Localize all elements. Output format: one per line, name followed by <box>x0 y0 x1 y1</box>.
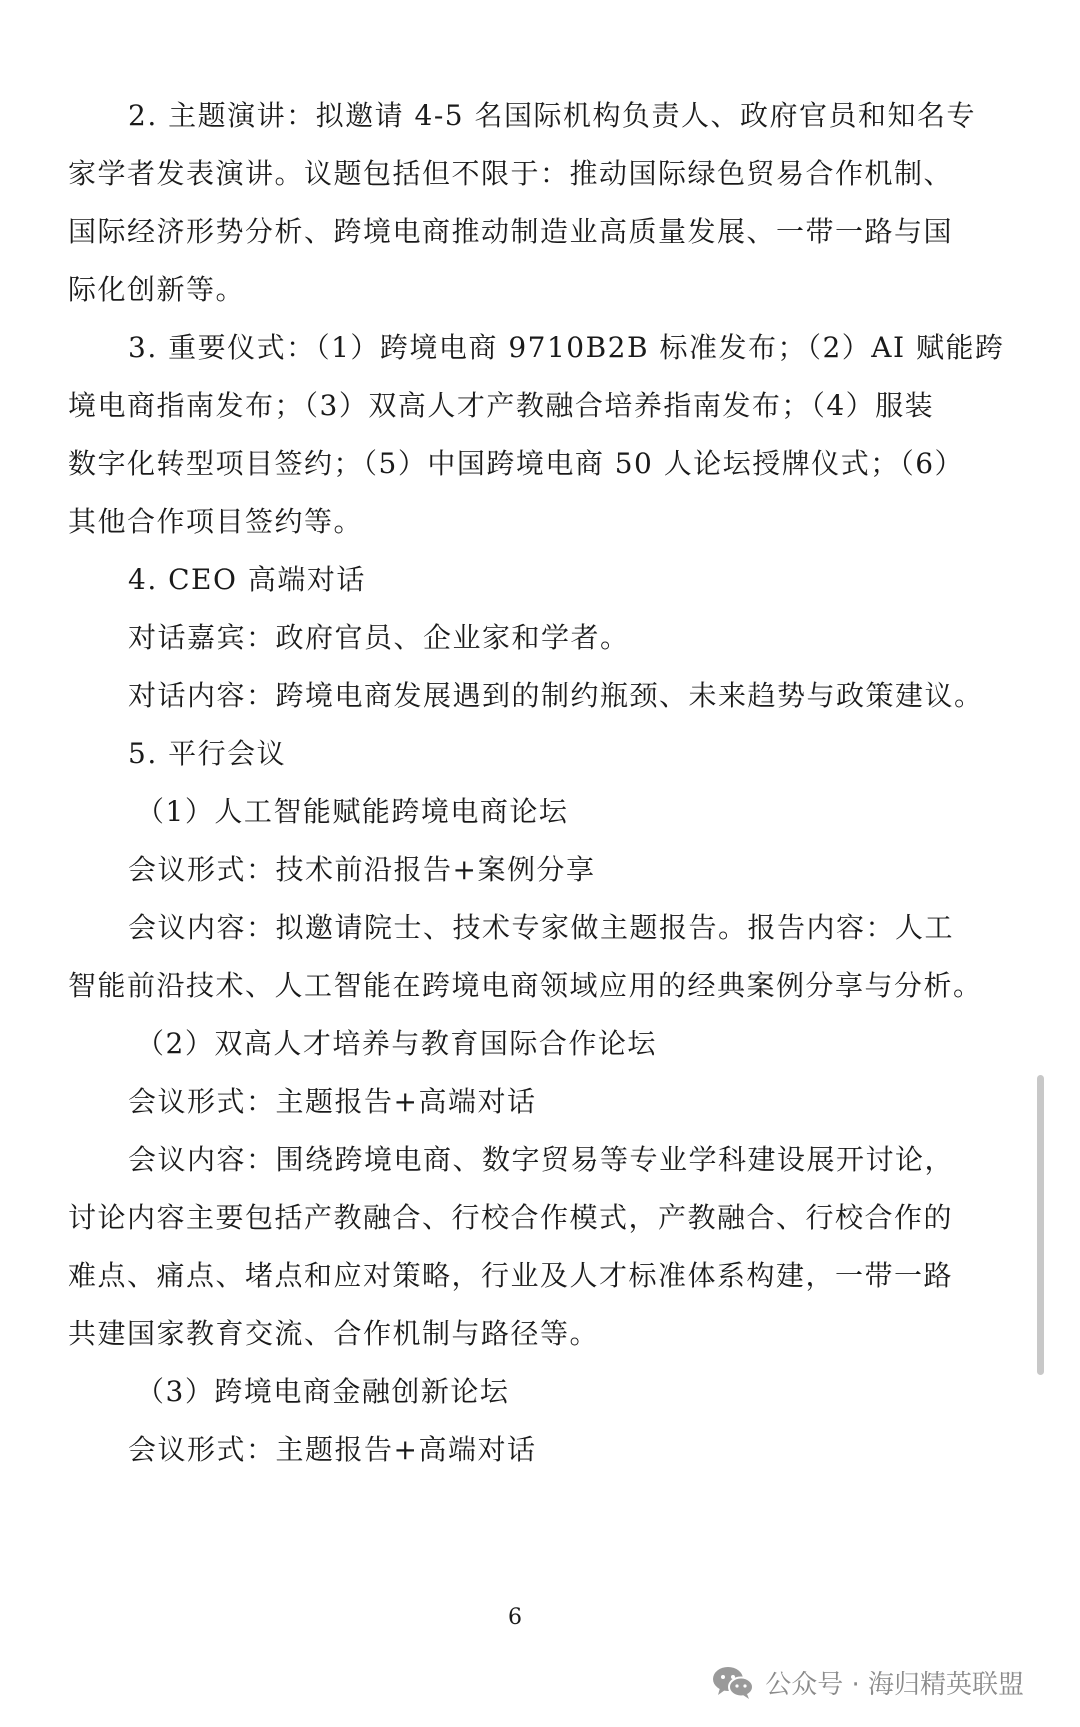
paragraph-line: 会议形式：主题报告+高端对话 <box>128 1433 537 1466</box>
paragraph-line: 对话嘉宾：政府官员、企业家和学者。 <box>128 621 630 654</box>
paragraph-line: 国际经济形势分析、跨境电商推动制造业高质量发展、一带一路与国 <box>68 215 954 248</box>
paragraph-line: 2. 主题演讲：拟邀请 4-5 名国际机构负责人、政府官员和知名专 <box>128 99 977 132</box>
scrollbar-thumb[interactable] <box>1037 1075 1044 1375</box>
paragraph-line: 难点、痛点、堵点和应对策略，行业及人才标准体系构建，一带一路 <box>68 1259 954 1292</box>
paragraph-line: 家学者发表演讲。议题包括但不限于：推动国际绿色贸易合作机制、 <box>68 157 954 190</box>
paragraph-line: 际化创新等。 <box>68 273 246 306</box>
paragraph-line: 共建国家教育交流、合作机制与路径等。 <box>68 1317 600 1350</box>
section-heading: 5. 平行会议 <box>128 737 287 770</box>
paragraph-line: 讨论内容主要包括产教融合、行校合作模式，产教融合、行校合作的 <box>68 1201 954 1234</box>
subsection-heading: （3）跨境电商金融创新论坛 <box>136 1375 510 1408</box>
paragraph-line: 3. 重要仪式：（1）跨境电商 9710B2B 标准发布；（2）AI 赋能跨 <box>128 331 1005 364</box>
paragraph-line: 对话内容：跨境电商发展遇到的制约瓶颈、未来趋势与政策建议。 <box>128 679 984 712</box>
wechat-watermark <box>711 1660 1024 1704</box>
page-number: 6 <box>508 1605 522 1630</box>
paragraph-line: 数字化转型项目签约；（5）中国跨境电商 50 人论坛授牌仪式；（6） <box>68 447 965 480</box>
paragraph-line: 会议内容：围绕跨境电商、数字贸易等专业学科建设展开讨论， <box>128 1143 955 1176</box>
paragraph-line: 境电商指南发布；（3）双高人才产教融合培养指南发布；（4）服装 <box>68 389 935 422</box>
paragraph-line: 会议内容：拟邀请院士、技术专家做主题报告。报告内容：人工 <box>128 911 955 944</box>
paragraph-line: 会议形式：主题报告+高端对话 <box>128 1085 537 1118</box>
subsection-heading: （1）人工智能赋能跨境电商论坛 <box>136 795 569 828</box>
watermark-text: 公众号 · 海归精英联盟 <box>765 1669 1024 1700</box>
paragraph-line: 其他合作项目签约等。 <box>68 505 364 538</box>
paragraph-line: 会议形式：技术前沿报告+案例分享 <box>128 853 596 886</box>
subsection-heading: （2）双高人才培养与教育国际合作论坛 <box>136 1027 657 1060</box>
section-heading: 4. CEO 高端对话 <box>128 563 366 596</box>
wechat-icon <box>711 1664 755 1700</box>
paragraph-line: 智能前沿技术、人工智能在跨境电商领域应用的经典案例分享与分析。 <box>68 969 983 1002</box>
